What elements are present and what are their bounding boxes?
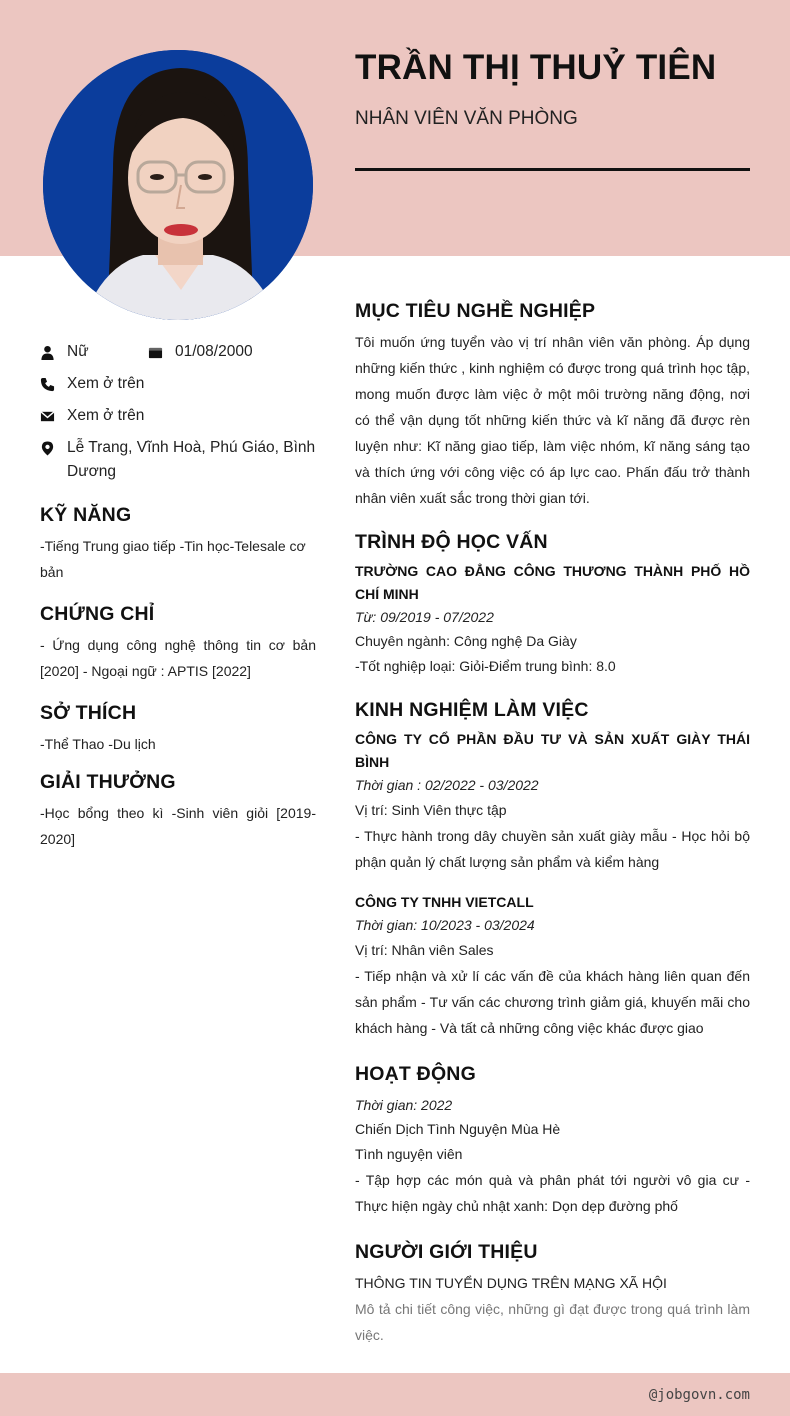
calendar-icon — [148, 340, 175, 364]
hobbies-heading: SỞ THÍCH — [40, 702, 137, 724]
footer-brand: @jobgovn.com — [648, 1387, 750, 1403]
gender-value: Nữ — [67, 343, 89, 360]
profile-photo — [43, 50, 313, 320]
email-row — [40, 404, 316, 428]
activities-heading: HOẠT ĐỘNG — [355, 1063, 476, 1085]
experience-item — [355, 728, 750, 875]
references-name: THÔNG TIN TUYỂN DỤNG TRÊN MẠNG XÃ HỘI — [355, 1275, 667, 1291]
activities-description: - Tập hợp các món quà và phân phát tới người vô gia cư - Thực hiện ngày chủ nhật xanh: Dọn dẹp đường phố — [355, 1172, 750, 1214]
experience-heading: KINH NGHIỆM LÀM VIỆC — [355, 699, 589, 721]
certificates-heading: CHỨNG CHỈ — [40, 603, 155, 625]
references-description: Mô tả chi tiết công việc, những gì đạt được trong quá trình làm việc. — [355, 1301, 750, 1343]
objective-text: Tôi muốn ứng tuyển vào vị trí nhân viên văn phòng. Áp dụng những kiến thức , kinh nghiệm có được trong quá trình học tập, mong muốn được làm việc ở một môi trường năng động, nơi có thể vận dụng tốt những kiến thức và kĩ năng đã được rèn luyện như: Kĩ năng giao tiếp, làm việc nhóm, kĩ năng sáng tạo và thích ứng với công việc có áp lực cao. Phấn đấu trở thành nhân viên xuất sắc trong thời gian tới. — [355, 334, 750, 506]
experience-position: Vị trí: Sinh Viên thực tập — [355, 802, 507, 818]
skills-heading: KỸ NĂNG — [40, 504, 132, 526]
experience-description: - Thực hành trong dây chuyền sản xuất giày mẫu - Học hỏi bộ phận quản lý chất lượng sản phẩm và kiểm hàng — [355, 828, 750, 870]
certificates-text: - Ứng dụng công nghệ thông tin cơ bản [2020] - Ngoại ngữ : APTIS [2022] — [40, 637, 316, 679]
objective-heading: MỤC TIÊU NGHỀ NGHIỆP — [355, 300, 596, 322]
references-heading: NGƯỜI GIỚI THIỆU — [355, 1241, 538, 1263]
phone-row — [40, 372, 316, 396]
experience-company: CÔNG TY CỔ PHẦN ĐẦU TƯ VÀ SẢN XUẤT GIÀY THÁI BÌNH — [355, 731, 750, 770]
right-column — [355, 300, 750, 1348]
candidate-job-title: NHÂN VIÊN VĂN PHÒNG — [355, 108, 578, 129]
experience-company: CÔNG TY TNHH VIETCALL — [355, 894, 534, 910]
hobbies-text: -Thể Thao -Du lịch — [40, 736, 156, 752]
title-divider — [355, 168, 750, 171]
activities-period: Thời gian: 2022 — [355, 1097, 453, 1113]
email-value: Xem ở trên — [67, 407, 145, 424]
person-icon — [40, 340, 67, 364]
activities-name: Chiến Dịch Tình Nguyện Mùa Hè — [355, 1121, 561, 1137]
skills-text: -Tiếng Trung giao tiếp -Tin học-Telesale cơ bản — [40, 538, 306, 580]
phone-icon — [40, 372, 67, 396]
left-column — [40, 340, 316, 852]
awards-text: -Học bổng theo kì -Sinh viên giỏi [2019-2020] — [40, 805, 316, 847]
education-school: TRƯỜNG CAO ĐẲNG CÔNG THƯƠNG THÀNH PHỐ HỒ CHÍ MINH — [355, 563, 750, 602]
education-heading: TRÌNH ĐỘ HỌC VẤN — [355, 531, 548, 553]
mail-icon — [40, 404, 67, 428]
experience-item — [355, 891, 750, 1041]
experience-description: - Tiếp nhận và xử lí các vấn đề của khách hàng liên quan đến sản phẩm - Tư vấn các chương trình giảm giá, khuyến mãi cho khách hàng - Và tất cả những công việc khác được giao — [355, 968, 750, 1036]
experience-position: Vị trí: Nhân viên Sales — [355, 942, 494, 958]
experience-period: Thời gian: 10/2023 - 03/2024 — [355, 917, 535, 933]
education-major: Chuyên ngành: Công nghệ Da Giày — [355, 633, 577, 649]
gender-birthday-row — [40, 340, 316, 364]
location-pin-icon — [40, 436, 67, 460]
education-grade: -Tốt nghiệp loại: Giỏi-Điểm trung bình: 8.0 — [355, 658, 616, 674]
portrait-illustration — [43, 50, 313, 320]
experience-period: Thời gian : 02/2022 - 03/2022 — [355, 777, 539, 793]
phone-value: Xem ở trên — [67, 375, 145, 392]
address-value: Lễ Trang, Vĩnh Hoà, Phú Giáo, Bình Dương — [67, 439, 316, 480]
activities-role: Tình nguyện viên — [355, 1146, 463, 1162]
awards-heading: GIẢI THƯỞNG — [40, 771, 176, 793]
candidate-name: TRẦN THỊ THUỶ TIÊN — [355, 48, 717, 87]
education-period: Từ: 09/2019 - 07/2022 — [355, 609, 494, 625]
birthday-value: 01/08/2000 — [175, 343, 253, 360]
address-row — [40, 436, 316, 484]
